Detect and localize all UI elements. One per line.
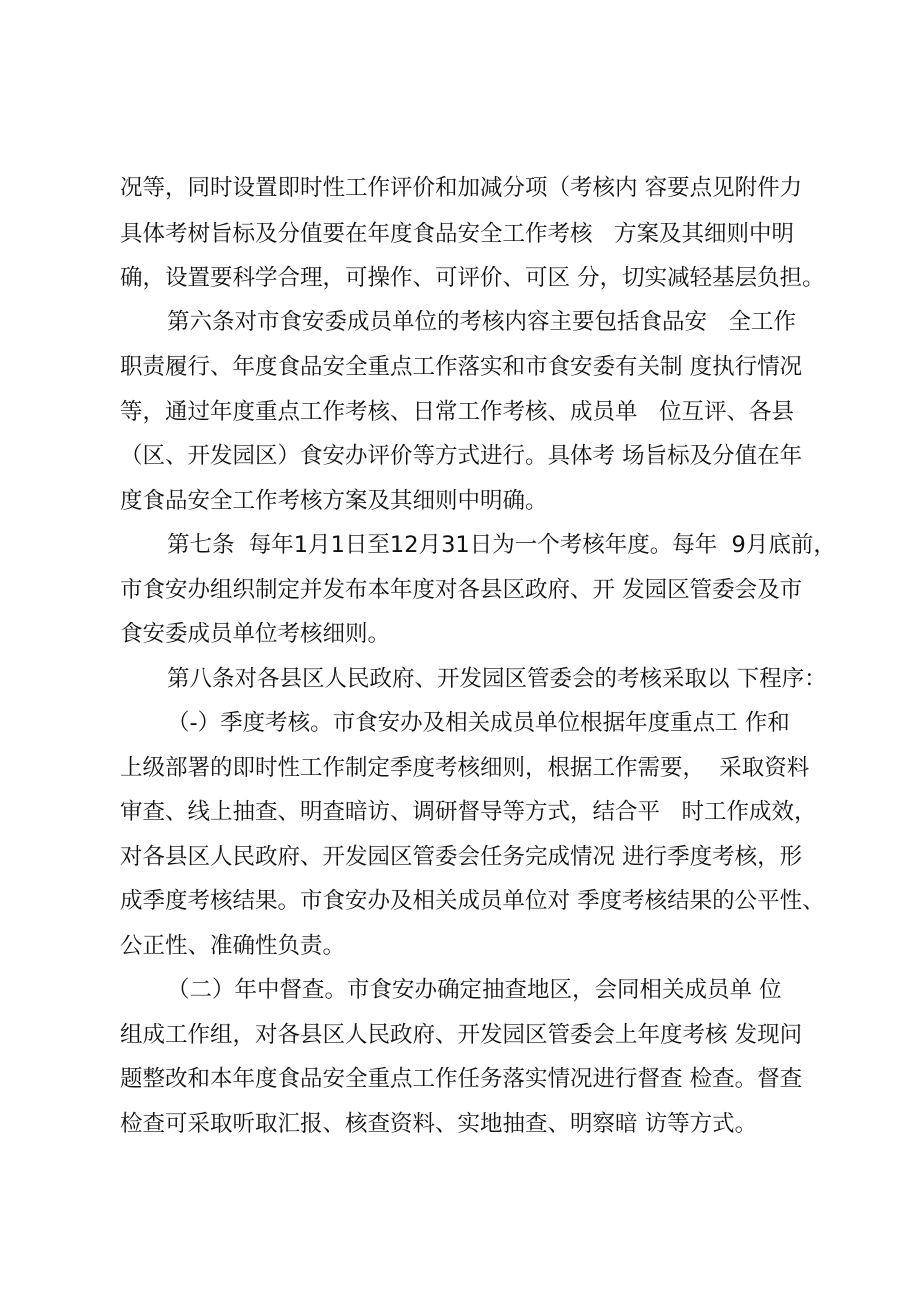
text-line: 确，设置要科学合理，可操作、可评价、可区 分，切实减轻基层负担。	[120, 265, 825, 291]
text-line: 成季度考核结果。市食安办及相关成员单位对 季度考核结果的公平性、	[120, 888, 825, 914]
text-line: 度食品安全工作考核方案及其细则中明确。	[120, 488, 548, 514]
text-line: 第八条对各县区人民政府、开发园区管委会的考核采取以 下程序：	[167, 666, 827, 692]
text-line: 检查可采取听取汇报、核查资料、实地抽查、明察暗 访等方式。	[120, 1111, 758, 1137]
text-line: （-）季度考核。市食安办及相关成员单位根据年度重点工 作和	[167, 710, 790, 736]
text-line: 对各县区人民政府、开发园区管委会任务完成情况 进行季度考核，形	[120, 844, 803, 870]
text-line: 等，通过年度重点工作考核、日常工作考核、成员单 位互评、各县	[120, 399, 794, 425]
text-line: 况等，同时设置即时性工作评价和加减分项（考核内 容要点见附件力	[120, 175, 803, 201]
text-line: 第七条 每年1月1日至12月31日为一个考核年度。每年 9月底前，	[167, 532, 836, 558]
text-line: 公正性、准确性负责。	[120, 933, 346, 959]
text-line: 第六条对市食安委成员单位的考核内容主要包括食品安 全工作	[167, 309, 796, 335]
text-line: 题整改和本年度食品安全重点工作任务落实情况进行督查 检查。督查	[120, 1066, 803, 1092]
text-line: 具体考树旨标及分值要在年度食品安全工作考核 方案及其细则中明	[120, 221, 794, 247]
text-line: （区、开发园区）食安办评价等方式进行。具体考 场旨标及分值在年	[120, 443, 803, 469]
text-line: 审查、线上抽查、明查暗访、调研督导等方式，结合平 时工作成效，	[120, 799, 817, 825]
text-line: 组成工作组，对各县区人民政府、开发园区管委会上年度考核 发现问	[120, 1022, 803, 1048]
text-line: 食安委成员单位考核细则。	[120, 621, 391, 647]
text-line: 上级部署的即时性工作制定季度考核细则，根据工作需要， 采取资料	[120, 755, 810, 781]
text-line: 市食安办组织制定并发布本年度对各县区政府、开 发园区管委会及市	[120, 577, 803, 603]
text-line: （二）年中督查。市食安办确定抽查地区，会同相关成员单 位	[167, 977, 782, 1003]
text-line: 职责履行、年度食品安全重点工作落实和市食安委有关制 度执行情况	[120, 354, 803, 380]
